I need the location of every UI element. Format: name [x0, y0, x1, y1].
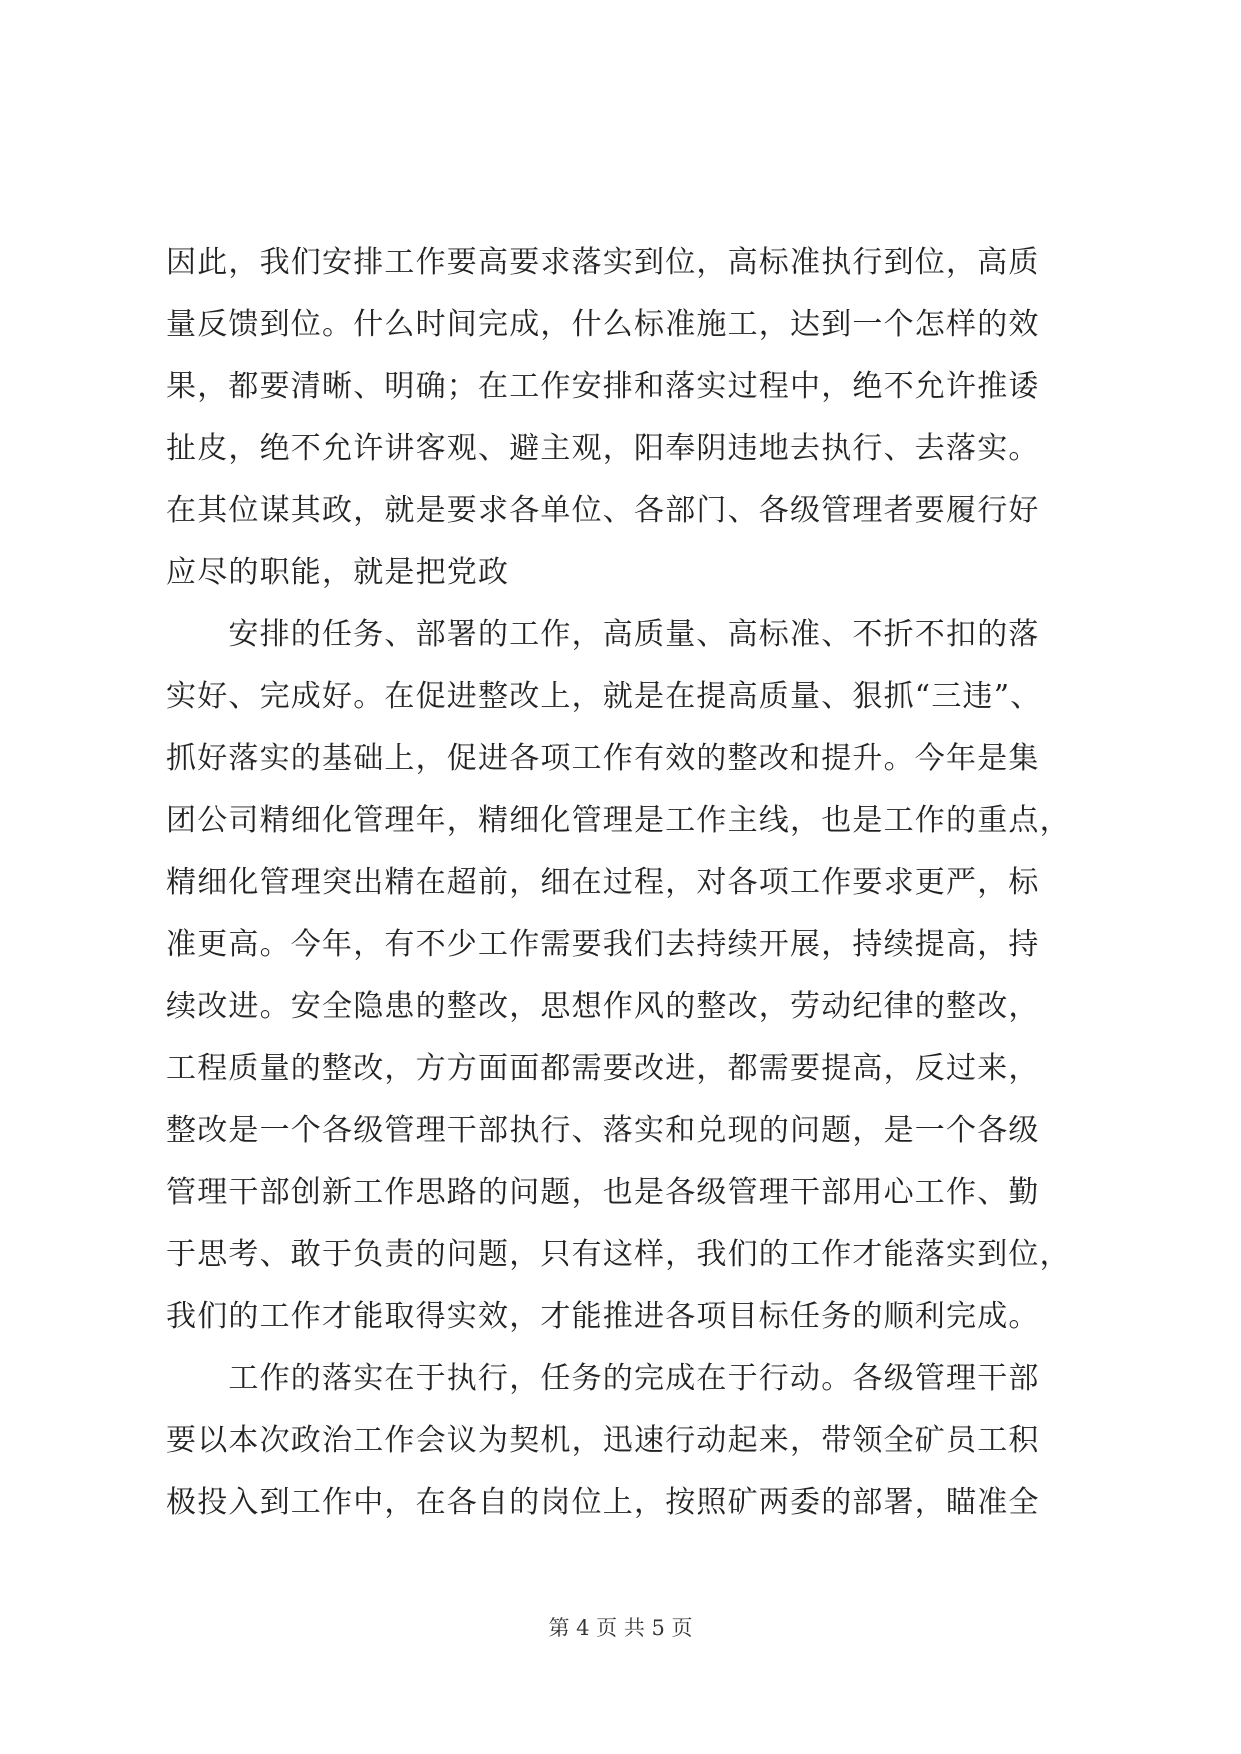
- text-line: 续改进。安全隐患的整改，思想作风的整改，劳动纪律的整改，: [166, 989, 1040, 1024]
- text-line: 量反馈到位。什么时间完成，什么标准施工，达到一个怎样的效: [166, 307, 1040, 342]
- text-line: 要以本次政治工作会议为契机，迅速行动起来，带领全矿员工积: [166, 1423, 1040, 1458]
- text-line: 我们的工作才能取得实效，才能推进各项目标任务的顺利完成。: [166, 1299, 1040, 1334]
- text-line: 于思考、敢于负责的问题，只有这样，我们的工作才能落实到位，: [166, 1237, 1071, 1272]
- text-line: 在其位谋其政，就是要求各单位、各部门、各级管理者要履行好: [166, 493, 1040, 528]
- text-line: 工作的落实在于执行，任务的完成在于行动。各级管理干部: [166, 1361, 1040, 1396]
- text-line: 团公司精细化管理年，精细化管理是工作主线，也是工作的重点，: [166, 803, 1071, 838]
- text-line: 因此，我们安排工作要高要求落实到位，高标准执行到位，高质: [166, 245, 1040, 280]
- text-line: 应尽的职能，就是把党政: [166, 555, 510, 590]
- body-text: [166, 232, 1086, 1534]
- text-line: 极投入到工作中，在各自的岗位上，按照矿两委的部署，瞄准全: [166, 1485, 1040, 1520]
- text-line: 果，都要清晰、明确；在工作安排和落实过程中，绝不允许推诿: [166, 369, 1040, 404]
- text-line: 管理干部创新工作思路的问题，也是各级管理干部用心工作、勤: [166, 1175, 1040, 1210]
- text-line: 扯皮，绝不允许讲客观、避主观，阳奉阴违地去执行、去落实。: [166, 431, 1040, 466]
- text-line: 精细化管理突出精在超前，细在过程，对各项工作要求更严，标: [166, 865, 1040, 900]
- page-number-footer: 第 4 页 共 5 页: [548, 1616, 693, 1640]
- text-line: 抓好落实的基础上，促进各项工作有效的整改和提升。今年是集: [166, 741, 1040, 776]
- text-line: 安排的任务、部署的工作，高质量、高标准、不折不扣的落: [166, 617, 1040, 652]
- text-line: 实好、完成好。在促进整改上，就是在提高质量、狠抓“三违”、: [166, 679, 1042, 714]
- text-line: 准更高。今年，有不少工作需要我们去持续开展，持续提高，持: [166, 927, 1040, 962]
- text-line: 整改是一个各级管理干部执行、落实和兑现的问题，是一个各级: [166, 1113, 1040, 1148]
- text-line: 工程质量的整改，方方面面都需要改进，都需要提高，反过来，: [166, 1051, 1040, 1086]
